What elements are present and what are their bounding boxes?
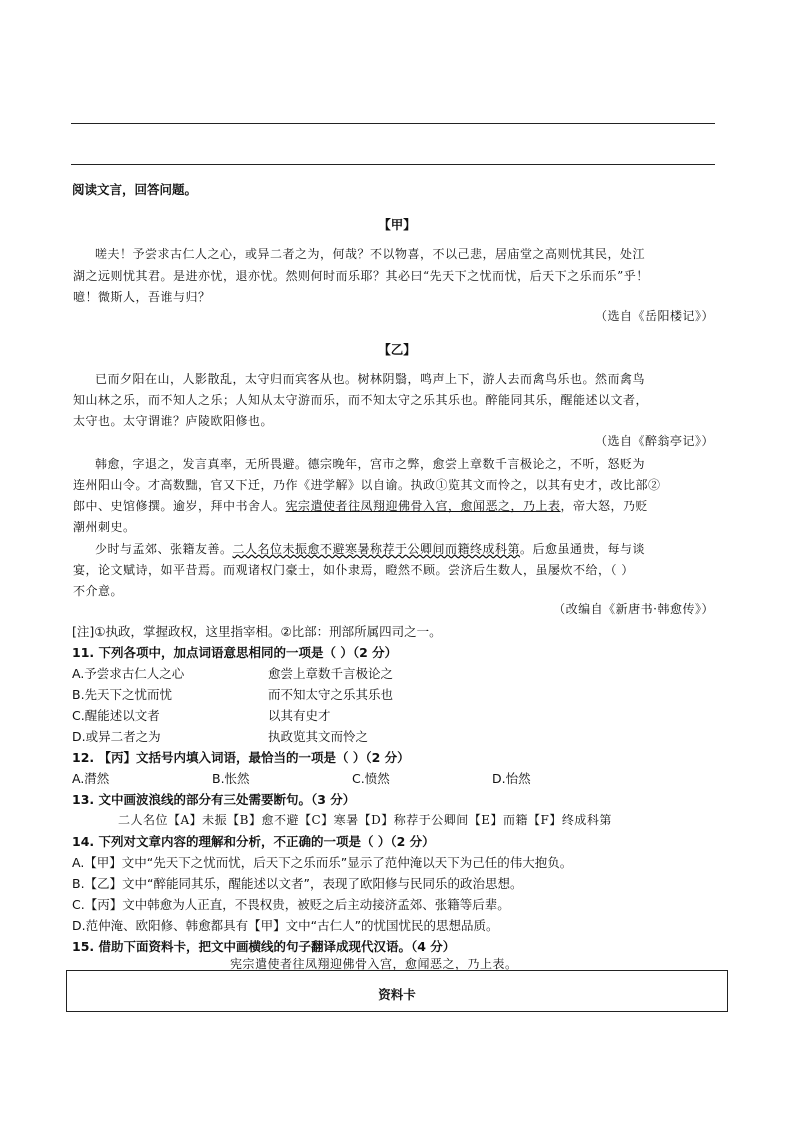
q14-option-c: C.【丙】文中韩愈为人正直，不畏权贵，被贬之后主动接济孟郊、张籍等后辈。 [72,897,510,912]
yi-heading: 【乙】 [378,342,416,357]
bing-p1-line-3 [73,497,648,514]
q12-stem: 12. 【丙】文括号内填入词语，最恰当的一项是（ ）（2 分） [72,750,410,765]
yi-line-1: 已而夕阳在山，人影散乱，太守归而宾客从也。树林阴翳，鸣声上下，游人去而禽鸟乐也。然而禽鸟 [95,372,646,386]
yi-line-3: 太守也。太守谓谁？庐陵欧阳修也。 [73,414,274,428]
jia-line-2: 湖之远则忧其君。是进亦忧，退亦忧。然则何时而乐耶？其必曰“先天下之忧而忧，后天下之乐而乐”乎！ [73,269,649,283]
answer-line-2 [71,164,715,165]
bing-p1-line-2: 连州阳山令。才高数黜，官又下迁，乃作《进学解》以自谕。执政①览其文而怜之，以其有史才，改比部② [73,478,661,492]
q14-stem: 14. 下列对文章内容的理解和分析，不正确的一项是（ ）（2 分） [72,834,435,849]
q11-option-c-right: 以其有史才 [268,708,331,723]
q12-option-d: D.怡然 [492,771,531,786]
q13-text: 二人名位【A】未振【B】愈不避【C】寒暑【D】称荐于公卿间【E】而籍【F】终成科第 [118,813,612,827]
q13-stem: 13. 文中画波浪线的部分有三处需要断句。（3 分） [72,792,356,807]
note: [注]①执政，掌握政权，这里指宰相。②比部：刑部所属四司之一。 [72,624,442,639]
answer-line-1 [71,123,715,124]
bing-p2-line-1 [95,540,645,557]
jia-source: （选自《岳阳楼记》） [594,309,714,323]
yi-source: （选自《醉翁亭记》） [594,434,714,448]
q11-option-a-right: 愈尝上章数千言极论之 [268,666,394,681]
q14-option-d: D.范仲淹、欧阳修、韩愈都具有【甲】文中“古仁人”的忧国忧民的思想品质。 [72,918,499,933]
bing-p1-line-1: 韩愈，字退之，发言真率，无所畏避。德宗晚年，宫市之弊，愈尝上章数千言极论之，不听，怒贬为 [95,457,646,471]
bing-p2-line-2: 宴，论文赋诗，如平昔焉。而观诸权门豪士，如仆隶焉，瞪然不顾。尝济后生数人，虽屡炊不给，（ ） [73,563,634,577]
underlined-sentence: 宪宗遣使者往凤翔迎佛骨入宫，愈闻恶之，乃上表 [285,499,561,513]
q14-option-a: A.【甲】文中“先天下之忧而忧，后天下之乐而乐”显示了范仲淹以天下为己任的伟大抱负。 [72,855,573,870]
q14-option-b: B.【乙】文中“醉能同其乐，醒能述以文者”，表现了欧阳修与民同乐的政治思想。 [72,876,523,891]
bing-p1-line-3-tail: ，帝大怒，乃贬 [560,499,649,513]
resource-card [66,970,728,1012]
bing-p2-rest: 。后愈虽通贵，每与谈 [520,542,646,556]
bing-p2-line-3: 不介意。 [73,584,124,598]
bing-p2-start: 少时与孟郊、张籍友善。 [95,542,233,556]
q12-option-c: C.愤然 [352,771,390,786]
q12-option-a: A.潸然 [72,771,110,786]
bing-p1-line-3-start: 郎中、史馆修撰。逾岁，拜中书舍人。 [73,499,286,513]
q11-option-a-left: A.予尝求古仁人之心 [72,666,185,681]
q11-option-b-left: B.先天下之忧而忧 [72,687,173,702]
jia-line-1: 嗟夫！予尝求古仁人之心，或异二者之为，何哉？不以物喜，不以己悲，居庙堂之高则忧其民，处江 [95,247,646,261]
wavy-sentence: 二人名位未振愈不避寒暑称荐于公卿间而籍终成科第 [232,542,521,556]
q11-option-d-left: D.或异二者之为 [72,729,161,744]
jia-heading: 【甲】 [378,217,416,232]
bing-p1-line-4: 潮州刺史。 [73,520,136,534]
q11-option-c-left: C.醒能述以文者 [72,708,160,723]
resource-card-title: 资料卡 [378,987,416,1002]
q11-stem: 11. 下列各项中，加点词语意思相同的一项是（ ）（2 分） [72,645,398,660]
q11-option-b-right: 而不知太守之乐其乐也 [268,687,394,702]
q11-option-d-right: 执政览其文而怜之 [268,729,369,744]
q15-stem: 15. 借助下面资料卡，把文中画横线的句子翻译成现代汉语。（4 分） [72,939,456,954]
bing-source: （改编自《新唐书·韩愈传》） [553,602,714,616]
jia-line-3: 噫！微斯人，吾谁与归？ [73,290,211,304]
q12-option-b: B.怅然 [212,771,250,786]
q15-sentence: 宪宗遣使者往凤翔迎佛骨入宫，愈闻恶之，乃上表。 [230,957,518,971]
section-instruction: 阅读文言，回答问题。 [72,182,198,197]
yi-line-2: 知山林之乐，而不知人之乐；人知从太守游而乐，而不知太守之乐其乐也。醉能同其乐，醒能述以文者， [73,393,649,407]
